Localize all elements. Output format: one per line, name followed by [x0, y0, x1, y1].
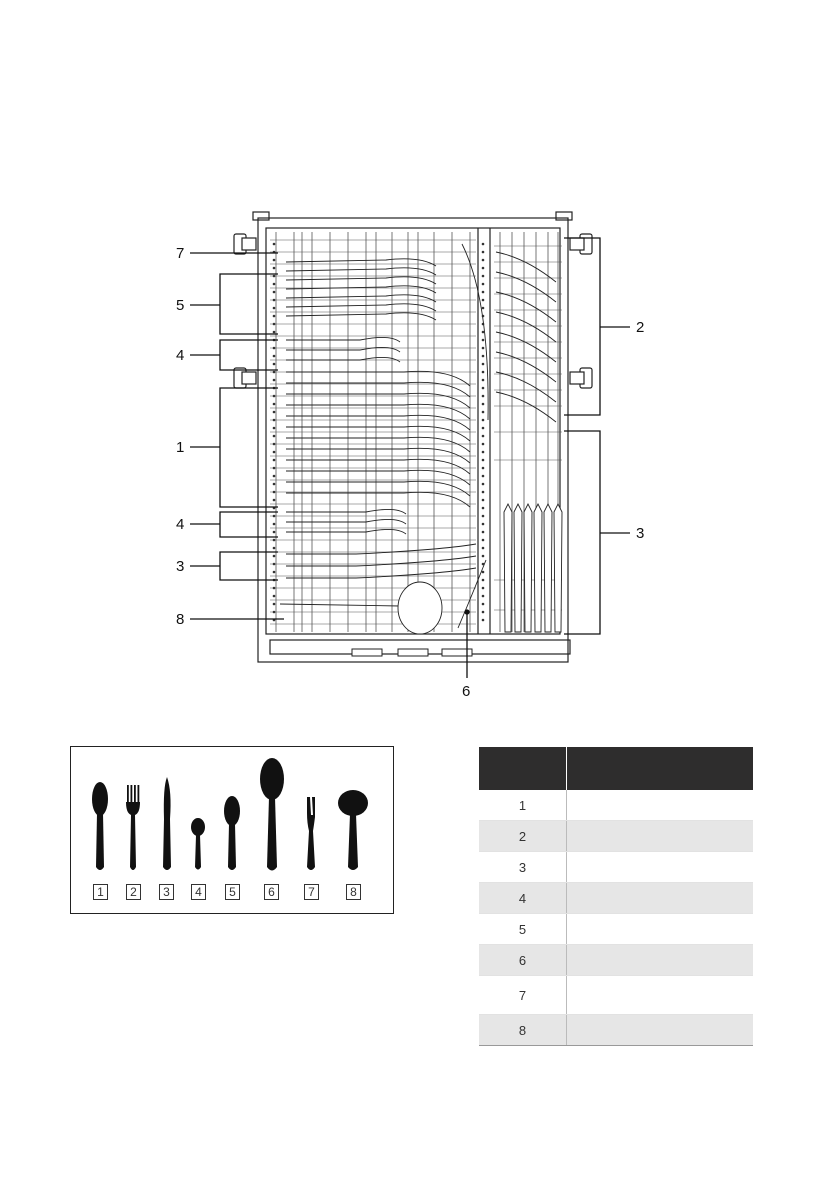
- tray-teaspoon: [286, 259, 436, 266]
- tray-fork: [496, 352, 556, 382]
- tray-knife: [504, 504, 512, 632]
- serving-fork-icon: [307, 797, 315, 870]
- grid-rivet: [273, 347, 276, 350]
- table-cell-description: [567, 1015, 754, 1046]
- grid-rivet: [482, 291, 485, 294]
- grid-rivet: [482, 443, 485, 446]
- grid-rivet: [273, 555, 276, 558]
- grid-rivet: [273, 395, 276, 398]
- tray-fork: [496, 392, 556, 422]
- grid-rivet: [482, 371, 485, 374]
- table-row: [479, 821, 753, 852]
- tray-tablespoon: [286, 393, 470, 408]
- callout-label-2: 2: [636, 319, 645, 336]
- grid-rivet: [482, 539, 485, 542]
- grid-rivet: [273, 411, 276, 414]
- grid-rivet: [273, 243, 276, 246]
- tray-rollers: [234, 234, 592, 388]
- tray-tablespoon: [286, 470, 470, 485]
- tray-teaspoon: [286, 277, 436, 284]
- tray-fork: [496, 252, 556, 282]
- grid-rivet: [273, 403, 276, 406]
- grid-rivet: [482, 283, 485, 286]
- knife-icon: [163, 777, 171, 870]
- table-cell-number: 3: [479, 852, 567, 883]
- callout-label-1: 1: [176, 439, 185, 456]
- tray-ladle-bowl: [398, 582, 442, 634]
- tablespoon-icon: [92, 782, 108, 870]
- grid-rivet: [482, 491, 485, 494]
- grid-rivet: [273, 267, 276, 270]
- grid-rivet: [273, 427, 276, 430]
- grid-rivet: [273, 483, 276, 486]
- grid-rivet: [482, 603, 485, 606]
- ladle-icon: [338, 790, 368, 870]
- callout-3-right: [564, 431, 630, 634]
- callout-label-7: 7: [176, 245, 185, 262]
- tray-small-spoon: [286, 519, 406, 524]
- table-row: [479, 945, 753, 976]
- grid-rivet: [482, 547, 485, 550]
- grid-rivet: [273, 459, 276, 462]
- grid-rivet: [482, 307, 485, 310]
- grid-rivet: [273, 419, 276, 422]
- grid-rivet: [273, 355, 276, 358]
- grid-rivet: [482, 531, 485, 534]
- grid-rivet: [273, 363, 276, 366]
- table-header-row: [479, 747, 753, 790]
- grid-rivet: [273, 475, 276, 478]
- callout-3-left: [190, 552, 278, 580]
- grid-rivet: [273, 331, 276, 334]
- callout-4-upper: [190, 340, 278, 370]
- left-compartment-grid: [270, 232, 484, 632]
- table-cell-number: 2: [479, 821, 567, 852]
- tray-knife: [286, 556, 476, 566]
- tray-knife: [554, 504, 562, 632]
- table-row: [479, 790, 753, 821]
- grid-rivet: [273, 547, 276, 550]
- tray-knife: [534, 504, 542, 632]
- table-cell-description: [567, 852, 754, 883]
- legend-number-8: 8: [346, 884, 361, 900]
- grid-rivet: [482, 459, 485, 462]
- grid-rivet: [482, 499, 485, 502]
- grid-rivet: [482, 475, 485, 478]
- table-cell-description: [567, 883, 754, 914]
- legend-number-7: 7: [304, 884, 319, 900]
- table-cell-number: 7: [479, 976, 567, 1015]
- table-row: [479, 976, 753, 1015]
- callout-5: [190, 274, 278, 334]
- table-row: [479, 914, 753, 945]
- tray-tablespoon: [286, 437, 470, 452]
- grid-rivet: [482, 243, 485, 246]
- table-cell-number: 6: [479, 945, 567, 976]
- tray-cutlery: [280, 244, 562, 634]
- tray-teaspoon: [286, 286, 436, 293]
- tray-knife: [286, 568, 476, 578]
- table-row: [479, 1015, 753, 1046]
- tray-tablespoon: [286, 448, 470, 463]
- table-cell-number: 4: [479, 883, 567, 914]
- grid-rivet: [482, 595, 485, 598]
- tray-fork: [496, 312, 556, 342]
- tray-knife: [544, 504, 552, 632]
- grid-rivet: [273, 571, 276, 574]
- tray-teaspoon: [286, 268, 436, 275]
- grid-rivet: [273, 307, 276, 310]
- tray-knife: [286, 544, 476, 554]
- callout-label-5: 5: [176, 297, 185, 314]
- fork-icon: [126, 785, 140, 870]
- table-cell-description: [567, 976, 754, 1015]
- grid-rivet: [482, 403, 485, 406]
- grid-rivet: [482, 427, 485, 430]
- cutlery-table: [479, 747, 753, 1046]
- tray-tablespoon: [286, 481, 470, 496]
- grid-rivet: [482, 395, 485, 398]
- tray-ladle-handle: [280, 604, 400, 606]
- grid-rivet: [273, 539, 276, 542]
- tray-slider-handle: [352, 649, 472, 656]
- grid-rivet: [482, 467, 485, 470]
- serving-spoon-icon: [260, 758, 284, 871]
- grid-rivet: [273, 603, 276, 606]
- tray-knife: [514, 504, 522, 632]
- grid-rivet: [273, 451, 276, 454]
- table-row: [479, 852, 753, 883]
- grid-rivet: [482, 587, 485, 590]
- grid-rivet: [482, 523, 485, 526]
- grid-rivet: [273, 323, 276, 326]
- tray-tablespoon: [286, 415, 470, 430]
- grid-rivet: [273, 491, 276, 494]
- callout-label-6: 6: [462, 683, 471, 700]
- tray-small-spoon: [286, 337, 400, 342]
- tray-knife: [524, 504, 532, 632]
- grid-rivet: [273, 587, 276, 590]
- legend-number-5: 5: [225, 884, 240, 900]
- grid-rivet: [482, 275, 485, 278]
- table-row: [479, 883, 753, 914]
- tray-fork: [496, 272, 556, 302]
- grid-rivet: [273, 283, 276, 286]
- legend-number-2: 2: [126, 884, 141, 900]
- legend-number-6: 6: [264, 884, 279, 900]
- legend-number-3: 3: [159, 884, 174, 900]
- grid-rivet: [273, 299, 276, 302]
- tray-small-spoon: [286, 509, 406, 514]
- tray-small-spoon: [286, 529, 406, 534]
- grid-rivet: [273, 315, 276, 318]
- grid-rivet: [273, 515, 276, 518]
- tray-teaspoon: [286, 295, 436, 302]
- legend-number-4: 4: [191, 884, 206, 900]
- grid-rivet: [273, 563, 276, 566]
- tray-tablespoon: [286, 426, 470, 441]
- tray-fork: [496, 332, 556, 362]
- grid-rivet: [273, 531, 276, 534]
- grid-rivet: [482, 579, 485, 582]
- callout-4-lower: [190, 512, 278, 537]
- table-cell-number: 5: [479, 914, 567, 945]
- table-header-number: [479, 747, 567, 790]
- grid-rivet: [273, 379, 276, 382]
- grid-rivet: [482, 419, 485, 422]
- tray-teaspoon: [286, 304, 436, 311]
- grid-rivet: [482, 611, 485, 614]
- grid-rivet: [273, 371, 276, 374]
- grid-rivet: [482, 363, 485, 366]
- grid-rivet: [482, 619, 485, 622]
- grid-rivet: [482, 515, 485, 518]
- tray-teaspoon: [286, 313, 436, 320]
- grid-rivet: [482, 411, 485, 414]
- grid-rivet: [482, 435, 485, 438]
- grid-rivet: [273, 275, 276, 278]
- grid-rivet: [273, 467, 276, 470]
- tray-tablespoon: [286, 404, 470, 419]
- grid-rivet: [273, 499, 276, 502]
- tray-tablespoon: [286, 382, 470, 397]
- grid-rivet: [482, 507, 485, 510]
- callout-1: [190, 388, 278, 507]
- grid-rivet: [273, 259, 276, 262]
- tray-tablespoon: [286, 492, 470, 507]
- callout-label-4-lower: 4: [176, 516, 185, 533]
- grid-rivet: [482, 339, 485, 342]
- callout-6: [465, 610, 469, 678]
- table-cell-description: [567, 821, 754, 852]
- table-cell-description: [567, 790, 754, 821]
- grid-rivet: [273, 595, 276, 598]
- teaspoon-icon: [224, 796, 240, 870]
- grid-rivet: [273, 435, 276, 438]
- callout-label-3-left: 3: [176, 558, 185, 575]
- table-cell-description: [567, 945, 754, 976]
- small-spoon-icon: [191, 818, 205, 870]
- grid-rivet: [482, 355, 485, 358]
- table-cell-number: 8: [479, 1015, 567, 1046]
- grid-rivet: [273, 291, 276, 294]
- grid-rivet: [482, 483, 485, 486]
- tray-fork: [496, 372, 556, 402]
- tray-fork: [496, 292, 556, 322]
- cutlery-legend: [70, 746, 394, 914]
- grid-rivet: [482, 451, 485, 454]
- grid-rivet: [482, 555, 485, 558]
- callout-label-3-right: 3: [636, 525, 645, 542]
- grid-rivet: [273, 523, 276, 526]
- table-cell-description: [567, 914, 754, 945]
- tray-tablespoon: [286, 459, 470, 474]
- grid-rivet: [273, 443, 276, 446]
- grid-rivet: [482, 387, 485, 390]
- grid-rivet: [482, 331, 485, 334]
- grid-rivet: [273, 611, 276, 614]
- table-header-description: [567, 747, 754, 790]
- callout-2: [564, 238, 630, 415]
- grid-rivet: [482, 299, 485, 302]
- grid-rivet: [482, 571, 485, 574]
- grid-rivet: [482, 347, 485, 350]
- legend-number-1: 1: [93, 884, 108, 900]
- grid-rivet: [482, 259, 485, 262]
- grid-rivet: [482, 379, 485, 382]
- grid-rivet: [482, 267, 485, 270]
- callout-label-4-upper: 4: [176, 347, 185, 364]
- grid-rivet: [482, 251, 485, 254]
- callout-label-8: 8: [176, 611, 185, 628]
- table-cell-number: 1: [479, 790, 567, 821]
